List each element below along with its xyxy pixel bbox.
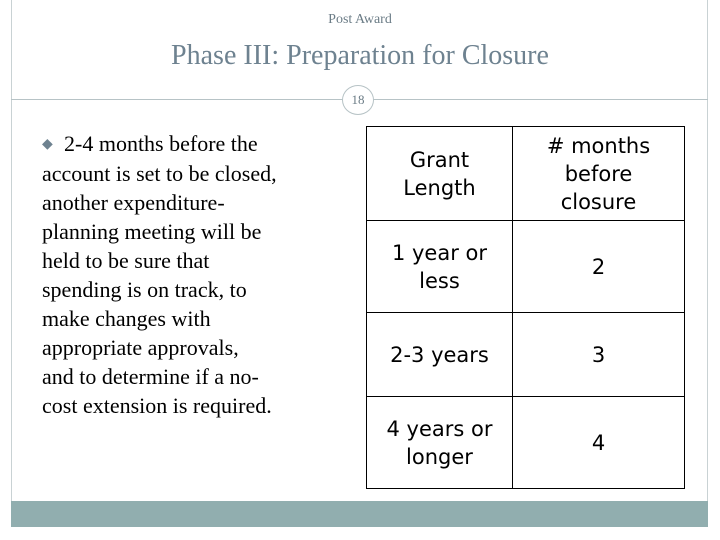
table-row	[367, 313, 685, 397]
closure-table	[366, 126, 685, 489]
header-line: Grant	[409, 147, 470, 172]
bullet-diamond-icon: ◆	[42, 137, 53, 152]
cell-grant-length	[367, 397, 513, 489]
bullet-line: another expenditure-	[42, 190, 225, 215]
cell-grant-length	[367, 313, 513, 397]
header-label: Post Award	[328, 12, 392, 27]
cell-line: 4 years or	[386, 416, 493, 441]
cell-months: 2	[513, 221, 685, 313]
bullet-line: planning meeting will be	[42, 219, 262, 244]
cell-months: 3	[513, 313, 685, 397]
slide-number-badge: 18	[342, 85, 374, 115]
table-header-row	[367, 127, 685, 221]
table-row	[367, 397, 685, 489]
bullet-item	[42, 129, 342, 420]
bullet-line: appropriate approvals,	[42, 335, 239, 360]
header-line: Length	[403, 175, 476, 200]
header-grant-length	[367, 127, 513, 221]
bullet-line: spending is on track, to	[42, 277, 247, 302]
header-months-before-closure	[513, 127, 685, 221]
header-line: # months	[546, 133, 651, 158]
bullet-line: cost extension is required.	[42, 393, 272, 418]
cell-grant-length	[367, 221, 513, 313]
table-row	[367, 221, 685, 313]
bullet-line: and to determine if a no-	[42, 364, 259, 389]
slide-title: Phase III: Preparation for Closure	[171, 40, 549, 71]
cell-line: less	[419, 268, 460, 293]
cell-line: 2-3 years	[390, 342, 489, 367]
bullet-text-block	[42, 129, 342, 420]
footer-bar	[11, 501, 708, 527]
cell-line: longer	[406, 444, 473, 469]
header-line: closure	[560, 189, 637, 214]
header-line: before	[564, 161, 633, 186]
bullet-line: account is set to be closed,	[42, 161, 277, 186]
bullet-line: 2-4 months before the	[64, 131, 258, 156]
cell-line: 1 year or	[391, 240, 488, 265]
bullet-line: make changes with	[42, 306, 211, 331]
bullet-line: held to be sure that	[42, 248, 210, 273]
cell-months: 4	[513, 397, 685, 489]
